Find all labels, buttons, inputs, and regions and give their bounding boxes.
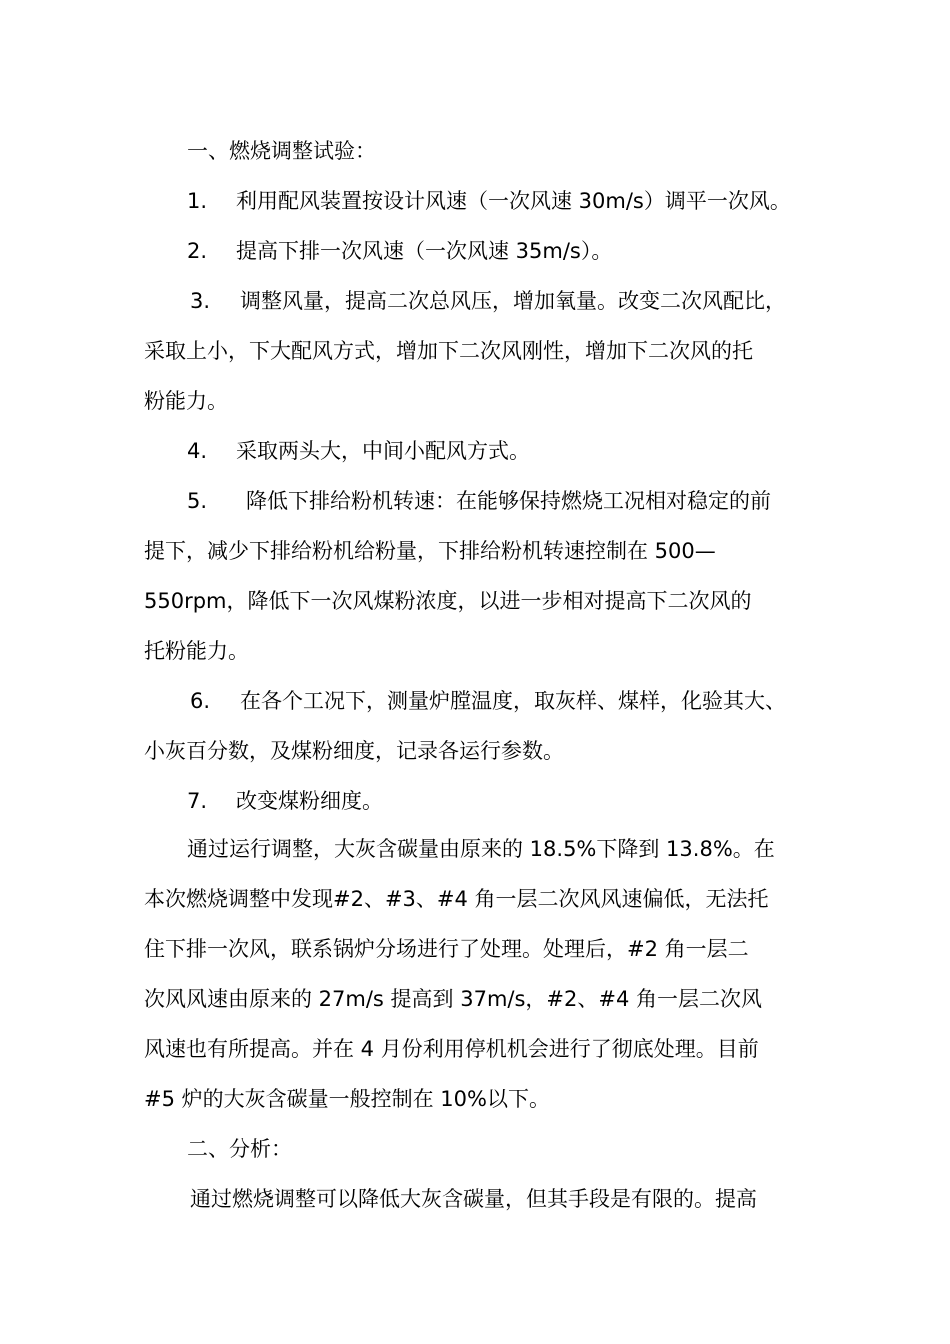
item-number: 1. xyxy=(187,189,208,213)
section-heading: 二、分析： xyxy=(187,1137,292,1161)
item-number: 4. xyxy=(187,439,208,463)
item-text: 改变煤粉细度。 xyxy=(236,789,383,813)
summary-line: 风速也有所提高。并在 4 月份利用停机机会进行了彻底处理。目前 xyxy=(144,1037,759,1061)
item-text: 提下，减少下排给粉机给粉量，下排给粉机转速控制在 500— xyxy=(144,539,716,563)
item-text: 粉能力。 xyxy=(144,389,228,413)
item-text: 小灰百分数，及煤粉细度，记录各运行参数。 xyxy=(144,739,564,763)
summary-line: 住下排一次风，联系锅炉分场进行了处理。处理后，#2 角一层二 xyxy=(144,937,749,961)
summary-line: 本次燃烧调整中发现#2、#3、#4 角一层二次风风速偏低，无法托 xyxy=(144,887,769,911)
paragraph-line: 通过燃烧调整可以降低大灰含碳量，但其手段是有限的。提高 xyxy=(190,1187,757,1211)
item-text: 利用配风装置按设计风速（一次风速 30m/s）调平一次风。 xyxy=(236,189,791,213)
item-text: 托粉能力。 xyxy=(144,639,249,663)
item-number: 5. xyxy=(187,489,208,513)
summary-line: #5 炉的大灰含碳量一般控制在 10%以下。 xyxy=(144,1087,550,1111)
item-text: 采取两头大，中间小配风方式。 xyxy=(236,439,530,463)
item-text: 调整风量，提高二次总风压，增加氧量。改变二次风配比， xyxy=(240,289,786,313)
item-text: 在各个工况下，测量炉膛温度，取灰样、煤样，化验其大、 xyxy=(240,689,786,713)
item-number: 3. xyxy=(190,289,211,313)
summary-line: 次风风速由原来的 27m/s 提高到 37m/s，#2、#4 角一层二次风 xyxy=(144,987,763,1011)
summary-line: 通过运行调整，大灰含碳量由原来的 18.5%下降到 13.8%。在 xyxy=(187,837,775,861)
item-text: 降低下排给粉机转速：在能够保持燃烧工况相对稳定的前 xyxy=(246,489,771,513)
item-number: 7. xyxy=(187,789,208,813)
item-number: 6. xyxy=(190,689,211,713)
section-heading: 一、燃烧调整试验： xyxy=(187,139,376,163)
item-text: 550rpm，降低下一次风煤粉浓度，以进一步相对提高下二次风的 xyxy=(144,589,752,613)
item-text: 提高下排一次风速（一次风速 35m/s）。 xyxy=(236,239,613,263)
item-text: 采取上小，下大配风方式，增加下二次风刚性，增加下二次风的托 xyxy=(144,339,753,363)
item-number: 2. xyxy=(187,239,208,263)
